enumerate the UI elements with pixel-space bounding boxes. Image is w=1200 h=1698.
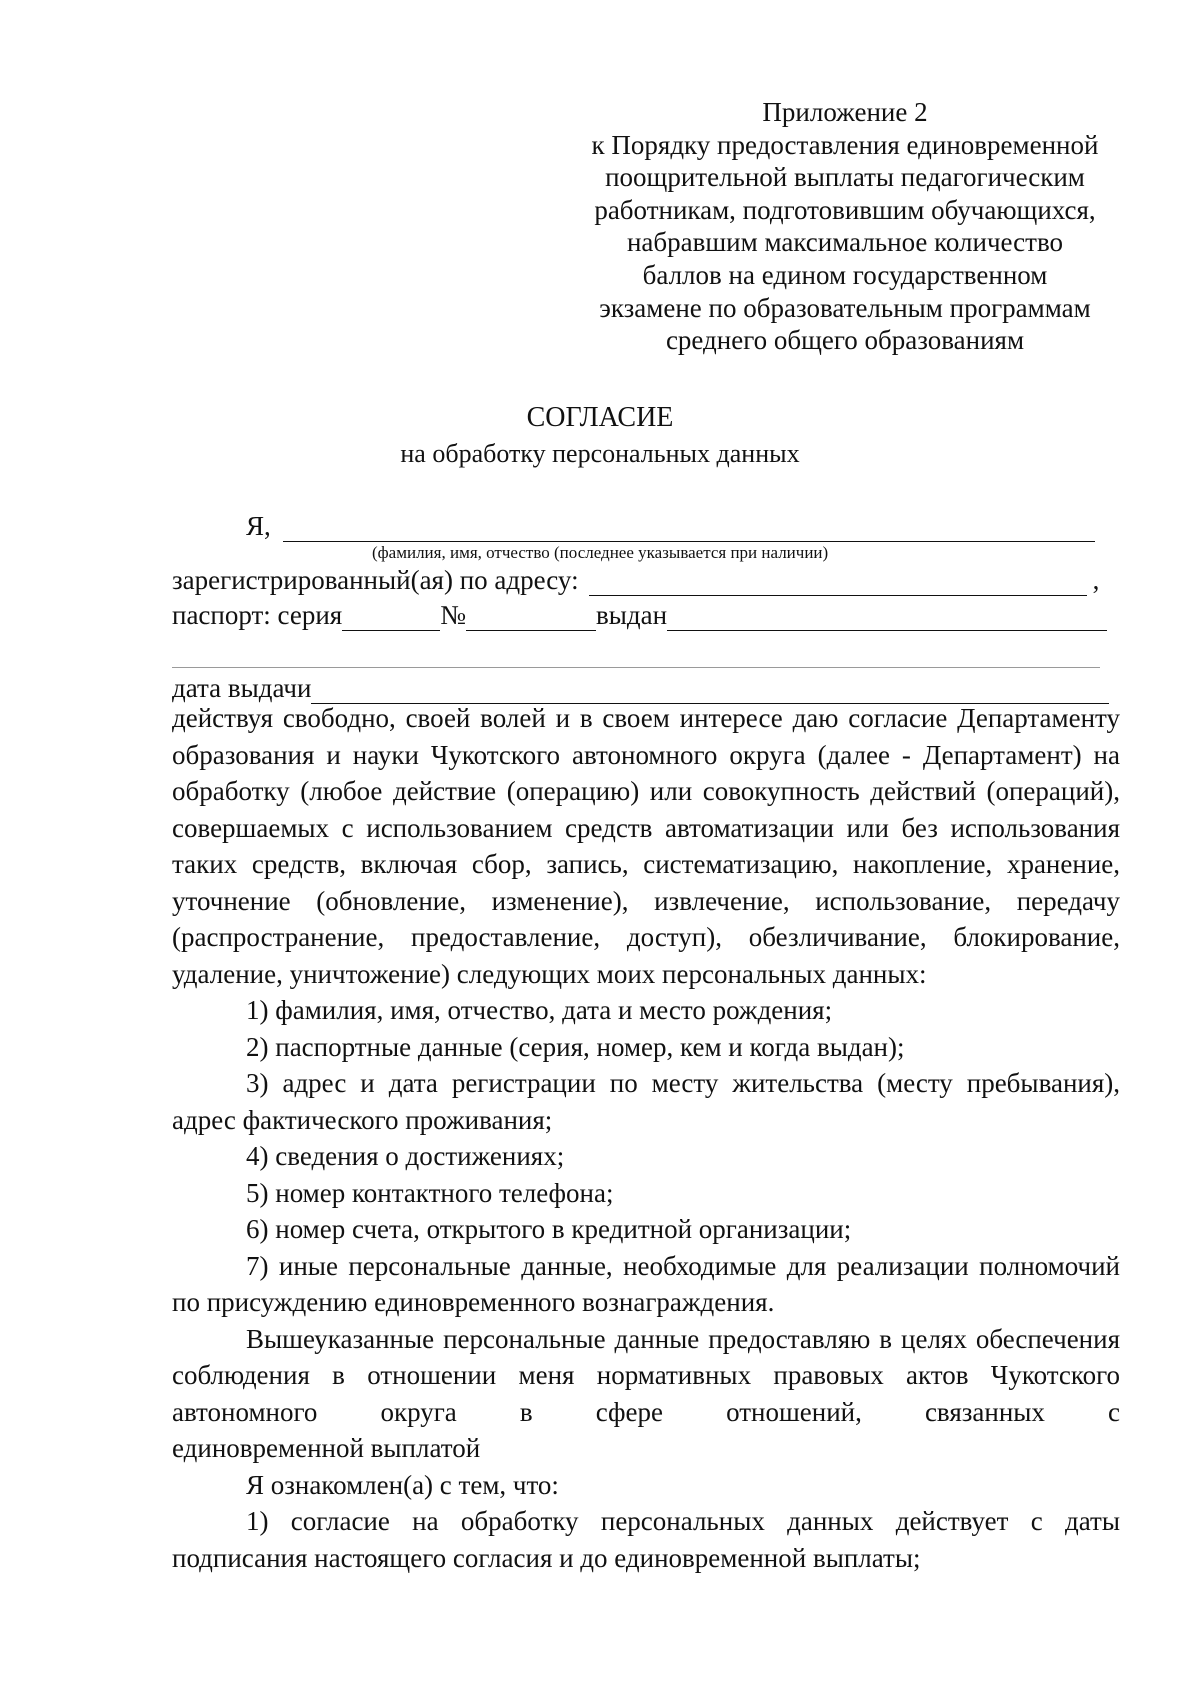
appendix-line: набравшим максимальное количество <box>626 227 1064 258</box>
appendix-line: поощрительной выплаты педагогическим <box>605 162 1085 193</box>
appendix-line: работникам, подготовившим обучающихся, <box>594 194 1096 225</box>
address-row <box>172 564 1120 596</box>
passport-issued-label: выдан <box>596 600 668 630</box>
address-blank[interactable] <box>589 571 1087 596</box>
appendix-line: баллов на едином государственном <box>642 259 1048 290</box>
data-item: 6) номер счета, открытого в кредитной организации; <box>246 1214 852 1244</box>
appendix-line: к Порядку предоставления единовременной <box>591 129 1099 160</box>
acknowledged-heading: Я ознакомлен(а) с тем, что: <box>246 1469 559 1500</box>
document-subtitle: на обработку персональных данных <box>400 439 800 468</box>
appendix-header <box>560 96 1130 357</box>
address-label: зарегистрированный(ая) по адресу: <box>172 565 579 595</box>
data-item: 4) сведения о достижениях; <box>246 1141 565 1171</box>
fio-blank[interactable] <box>283 517 1095 542</box>
passport-issued-blank[interactable] <box>667 606 1107 631</box>
appendix-line: Приложение 2 <box>762 97 928 127</box>
fio-hint: (фамилия, имя, отчество (последнее указывается при наличии) <box>372 543 829 562</box>
data-item: 2) паспортные данные (серия, номер, кем и когда выдан); <box>246 1031 905 1062</box>
passport-issued-continuation-line[interactable] <box>172 631 1100 668</box>
data-item: 1) фамилия, имя, отчество, дата и место рождения; <box>246 995 833 1025</box>
data-item: 7) иные персональные данные, необходимые для реализации полномочий по присуждению единовременного вознаграждения. <box>172 1250 1120 1317</box>
consent-body <box>172 700 1120 1576</box>
passport-number-label: № <box>440 600 466 630</box>
purpose-paragraph-end: единовременной выплатой <box>172 1433 481 1463</box>
address-comma: , <box>1092 565 1100 595</box>
passport-row <box>172 599 1120 631</box>
fio-row <box>172 510 1120 542</box>
data-item: 5) номер контактного телефона; <box>246 1177 614 1208</box>
consent-intro: действуя свободно, своей волей и в своем интересе даю согласие Департаменту образования и науки Чукотского автономного округа (далее - Департамент) на обработку (любое действие (операцию) или совокупность действий (операций), совершаемых с использованием средств автоматизации или без использования таких средств, включая сбор, запись, систематизацию, накопление, хранение, уточнение (обновление, изменение), извлечение, использование, передачу (распространение, предоставление, доступ), обезличивание, блокирование, удаление, уничтожение) следующих моих персональных данных: <box>172 703 1120 989</box>
i-label: Я, <box>246 511 271 541</box>
document-title: СОГЛАСИЕ <box>526 402 674 433</box>
passport-number-blank[interactable] <box>466 606 596 631</box>
passport-series-blank[interactable] <box>342 606 440 631</box>
personal-fields <box>172 510 1120 704</box>
acknowledged-item: 1) согласие на обработку персональных данных действует с даты подписания настоящего согласия и до единовременной выплаты; <box>172 1506 1120 1573</box>
purpose-paragraph: Вышеуказанные персональные данные предоставляю в целях обеспечения соблюдения в отношении меня нормативных правовых актов Чукотского автономного округа в сфере отношений, связанных с <box>172 1323 1120 1427</box>
appendix-line: среднего общего образованиям <box>665 325 1025 356</box>
issue-date-label: дата выдачи <box>172 673 312 703</box>
passport-series-label: паспорт: серия <box>172 600 343 630</box>
appendix-line: экзамене по образовательным программам <box>599 292 1091 323</box>
data-item: 3) адрес и дата регистрации по месту жительства (месту пребывания), адрес фактического проживания; <box>172 1068 1120 1135</box>
